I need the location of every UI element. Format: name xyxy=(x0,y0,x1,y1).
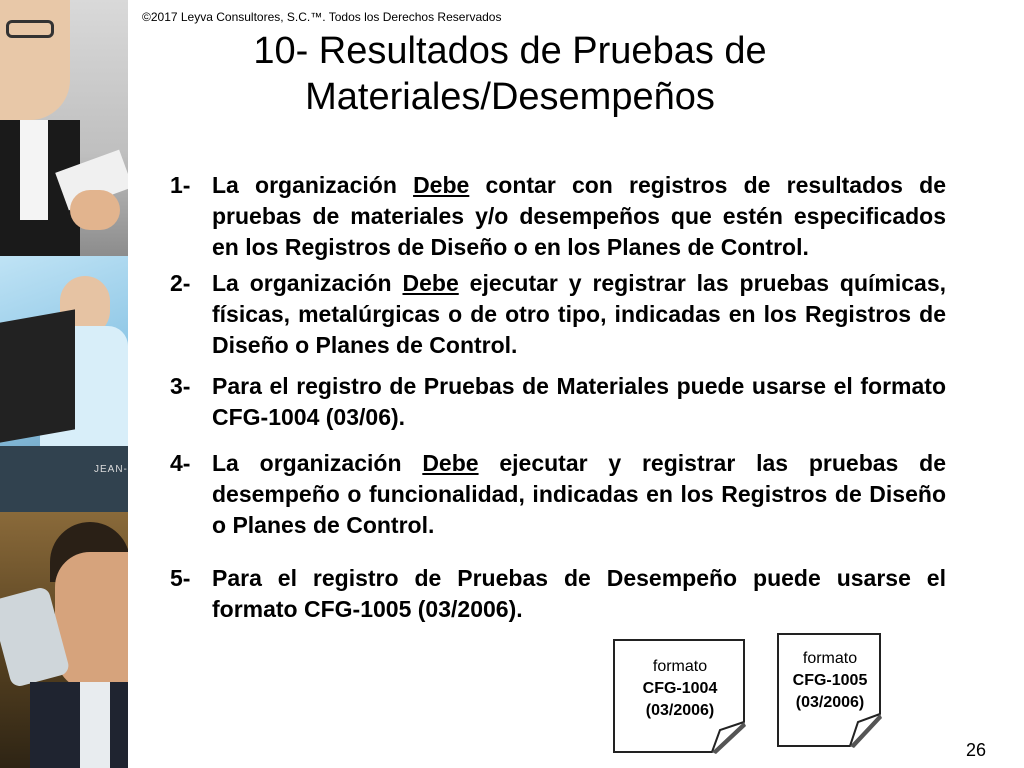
page-title xyxy=(200,28,820,120)
item-text: Para el registro de Pruebas de Materiales puede usarse el formato CFG-1004 (03/06). xyxy=(212,373,946,430)
list-item-1 xyxy=(170,170,946,263)
list-item-3 xyxy=(170,371,946,433)
document-caption xyxy=(612,656,748,722)
document-icon-cfg-1004 xyxy=(612,638,748,756)
document-line-3: (03/2006) xyxy=(795,694,865,711)
item-number: 1- xyxy=(170,172,191,198)
item-text-cont: contar con registros de resultados de pruebas de materiales y/o desempeños que estén especificados en los Registros de Diseño o en los Planes de Control. xyxy=(212,172,946,260)
item-text: La organización xyxy=(212,172,414,198)
item-emphasis: Debe xyxy=(413,172,470,198)
list-item-2 xyxy=(170,268,946,361)
photo-woman-laptop xyxy=(0,256,128,512)
title-line-1: 10- Resultados de Pruebas de xyxy=(253,30,767,72)
item-text-cont: ejecutar y registrar las pruebas químicas, físicas, metalúrgicas o de otro tipo, indicadas en los Registros de Diseño o Planes de Control. xyxy=(212,270,946,358)
requirements-list xyxy=(170,170,946,625)
item-text: Para el registro de Pruebas de Desempeño puede usarse el formato CFG-1005 (03/2006). xyxy=(212,565,946,622)
document-icon-cfg-1005 xyxy=(776,632,884,750)
document-line-3: (03/2006) xyxy=(645,702,715,719)
title-line-2: Materiales/Desempeños xyxy=(305,76,715,118)
list-item-5 xyxy=(170,563,946,625)
copyright-notice: ©2017 Leyva Consultores, S.C.™. Todos los Derechos Reservados xyxy=(142,10,502,24)
item-text-cont: ejecutar y registrar las pruebas de desempeño o funcionalidad, indicadas en los Registros de Diseño o Planes de Control. xyxy=(212,450,946,538)
item-emphasis: Debe xyxy=(402,270,459,296)
document-line-2: CFG-1004 xyxy=(642,680,718,697)
item-text: La organización xyxy=(212,270,403,296)
photo-strip xyxy=(0,0,128,768)
document-line-2: CFG-1005 xyxy=(792,672,868,689)
item-number: 4- xyxy=(170,450,191,476)
item-number: 5- xyxy=(170,565,191,591)
document-line-1: formato xyxy=(652,658,708,675)
document-caption xyxy=(776,648,884,714)
list-item-4 xyxy=(170,448,946,541)
photo-man-phone xyxy=(0,512,128,768)
item-number: 3- xyxy=(170,373,191,399)
photo-man-thinking xyxy=(0,0,128,256)
document-line-1: formato xyxy=(802,650,858,667)
item-text: La organización xyxy=(212,450,423,476)
photo-jeans-label: JEAN- xyxy=(94,464,128,475)
page-number: 26 xyxy=(965,740,986,760)
item-emphasis: Debe xyxy=(422,450,479,476)
item-number: 2- xyxy=(170,270,191,296)
